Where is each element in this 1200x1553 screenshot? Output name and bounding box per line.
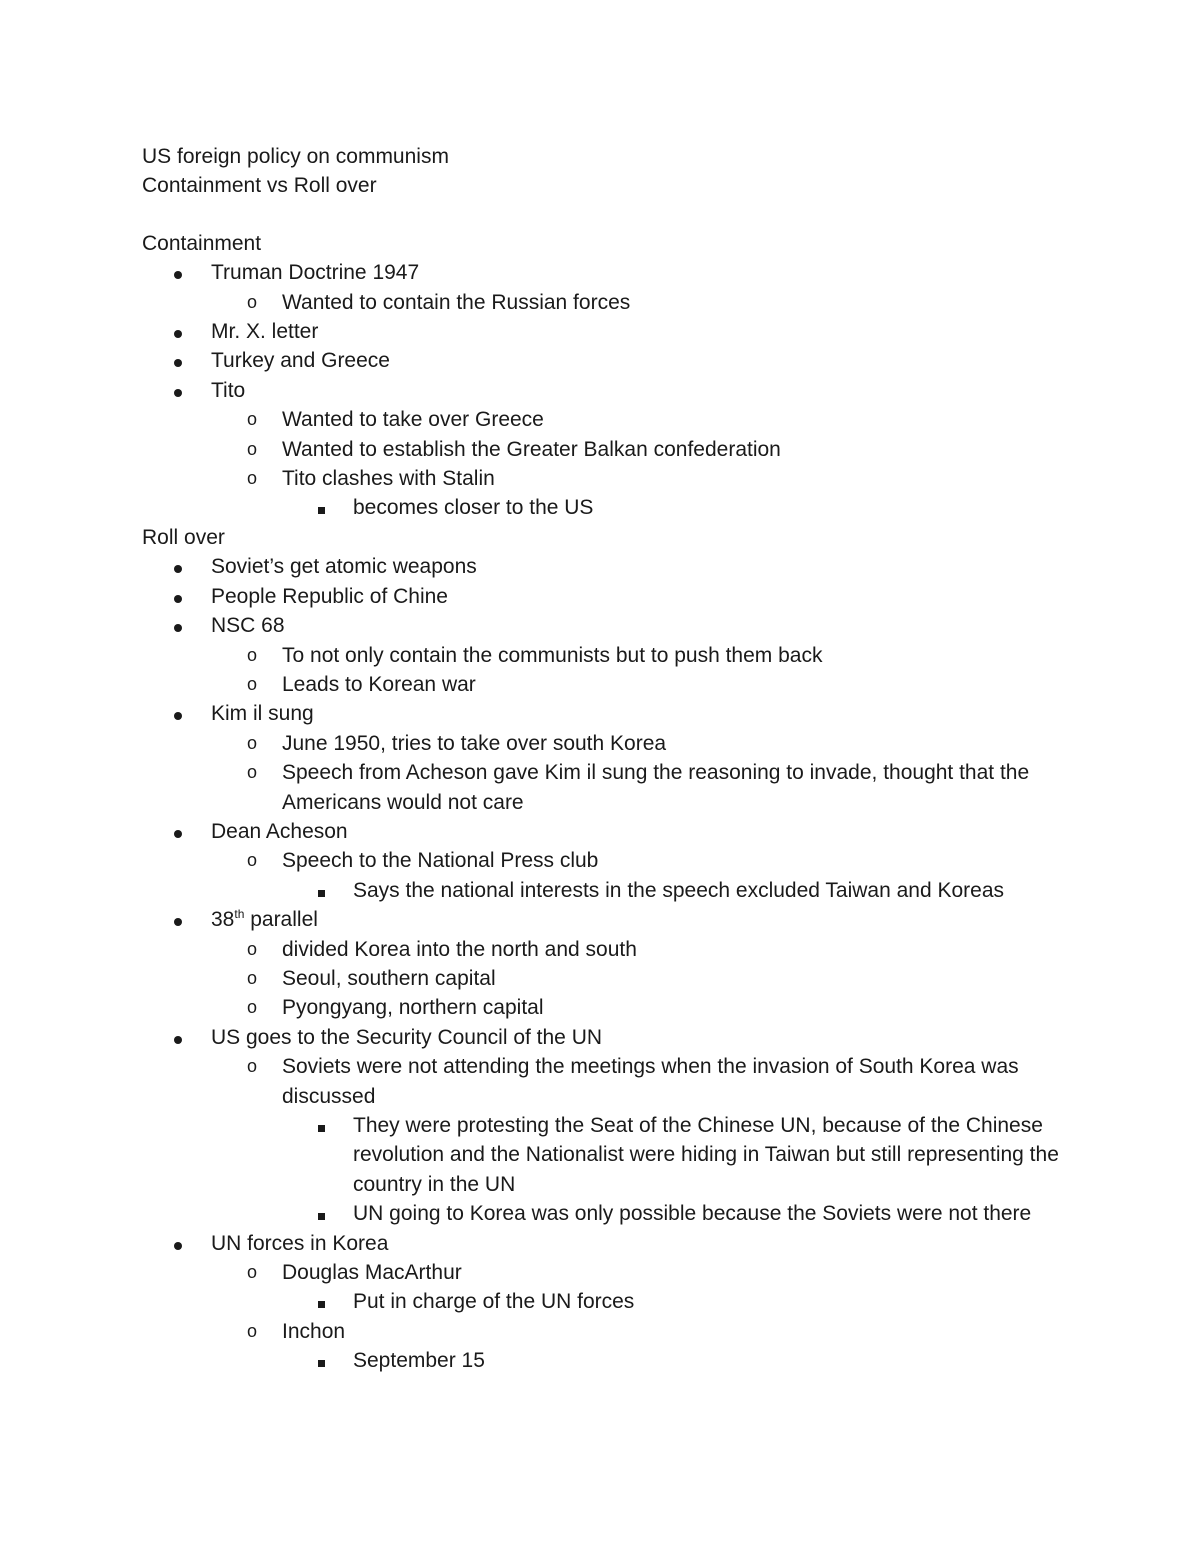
section-heading-containment: Containment [142,231,262,255]
bullet-icon [174,817,182,846]
circle-bullet-icon: o [247,762,258,783]
list-item: o Wanted to establish the Greater Balkan confederation [142,435,1142,464]
square-bullet-icon [318,1287,325,1316]
circle-bullet-icon: o [247,438,258,459]
circle-bullet-icon: o [247,409,258,430]
list-item: Tito [142,376,1142,405]
list-item: September 15 [142,1346,1142,1375]
list-item: o Leads to Korean war [142,670,1142,699]
bullet-icon [174,1229,182,1258]
circle-bullet-icon: o [247,938,258,959]
circle-bullet-icon: o [247,1056,258,1077]
bullet-icon [174,376,182,405]
bullet-icon [174,552,182,581]
bullet-icon [174,905,182,934]
list-item: UN going to Korea was only possible because the Soviets were not there [142,1199,1142,1228]
list-item: UN forces in Korea [142,1229,1142,1258]
circle-bullet-icon: o [247,673,258,694]
list-item: o Douglas MacArthur [142,1258,1142,1287]
square-bullet-icon [318,1199,325,1228]
list-item: o Wanted to take over Greece [142,405,1142,434]
list-item: Soviet’s get atomic weapons [142,552,1142,581]
bullet-icon [174,317,182,346]
bullet-icon [174,611,182,640]
square-bullet-icon [318,876,325,905]
list-item: People Republic of Chine [142,582,1142,611]
list-item: o Tito clashes with Stalin [142,464,1142,493]
list-item: o Wanted to contain the Russian forces [142,288,1142,317]
list-item: Truman Doctrine 1947 [142,258,1142,287]
circle-bullet-icon: o [247,468,258,489]
list-item: o Soviets were not attending the meetings when the invasion of South Korea was discussed [142,1052,1052,1111]
list-item: US goes to the Security Council of the UN [142,1023,1142,1052]
list-item: They were protesting the Seat of the Chinese UN, because of the Chinese revolution and the Nationalist were hiding in Taiwan but still representing the country in the UN [142,1111,1073,1199]
list-item: o June 1950, tries to take over south Korea [142,729,1142,758]
list-item: Put in charge of the UN forces [142,1287,1142,1316]
list-item: 38th parallel [142,905,1142,934]
bullet-icon [174,346,182,375]
circle-bullet-icon: o [247,644,258,665]
page-title: US foreign policy on communism [142,145,449,168]
circle-bullet-icon: o [247,291,258,312]
list-item: Kim il sung [142,699,1142,728]
bullet-icon [174,1023,182,1052]
list-item: o Inchon [142,1317,1142,1346]
bullet-icon [174,582,182,611]
circle-bullet-icon: o [247,997,258,1018]
list-item: Says the national interests in the speech excluded Taiwan and Koreas [142,876,1142,905]
circle-bullet-icon: o [247,967,258,988]
section-heading-roll-over: Roll over [142,525,225,549]
list-item: o To not only contain the communists but to push them back [142,641,1142,670]
blank-line [142,201,1142,229]
square-bullet-icon [318,1346,325,1375]
notes-body [142,142,1142,1376]
circle-bullet-icon: o [247,732,258,753]
circle-bullet-icon: o [247,1262,258,1283]
page-subtitle: Containment vs Roll over [142,174,377,198]
circle-bullet-icon: o [247,1320,258,1341]
list-item: Dean Acheson [142,817,1142,846]
square-bullet-icon [318,1111,325,1140]
square-bullet-icon [318,493,325,522]
list-item: NSC 68 [142,611,1142,640]
bullet-icon [174,699,182,728]
list-item: Mr. X. letter [142,317,1142,346]
list-item: o Seoul, southern capital [142,964,1142,993]
bullet-icon [174,258,182,287]
list-item: Turkey and Greece [142,346,1142,375]
list-item: o divided Korea into the north and south [142,935,1142,964]
list-item: o Pyongyang, northern capital [142,993,1142,1022]
circle-bullet-icon: o [247,850,258,871]
list-item: o Speech from Acheson gave Kim il sung the reasoning to invade, thought that the Americans would not care [142,758,1062,817]
list-item: becomes closer to the US [142,493,1142,522]
list-item: o Speech to the National Press club [142,846,1142,875]
